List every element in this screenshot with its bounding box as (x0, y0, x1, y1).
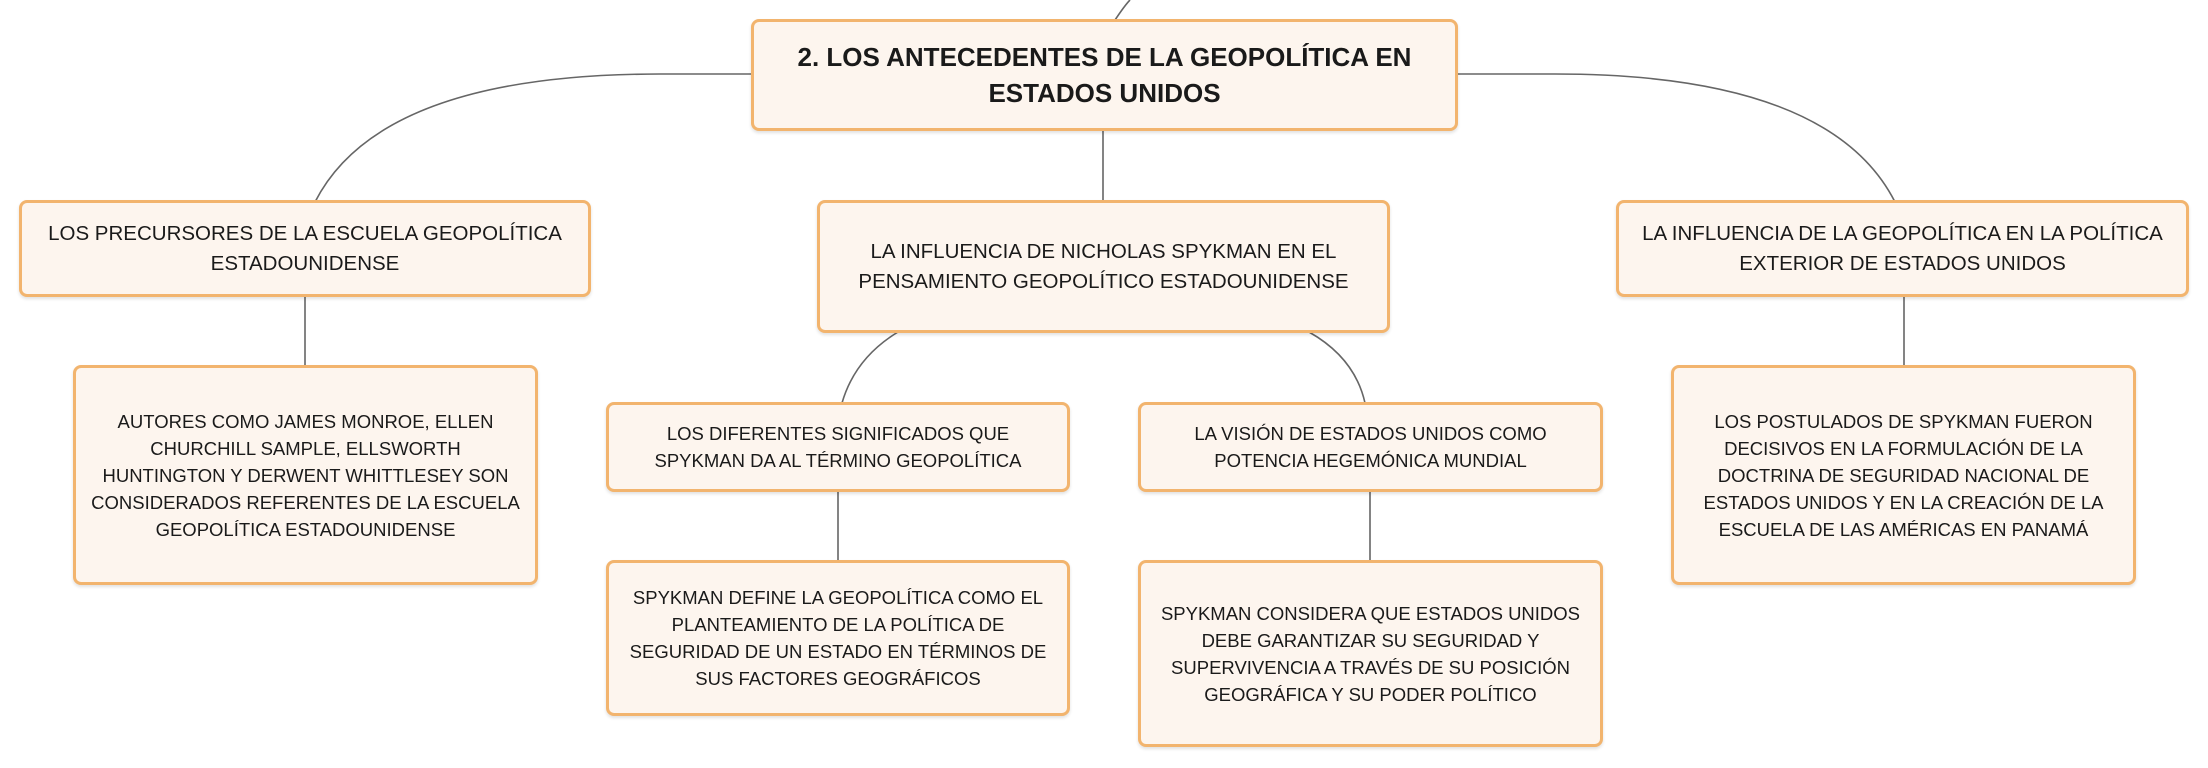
branch-left-title: LOS PRECURSORES DE LA ESCUELA GEOPOLÍTICA ESTADOUNIDENSE (48, 221, 562, 275)
branch-center-node[interactable] (817, 200, 1390, 333)
branch-right-detail-node[interactable] (1671, 365, 2136, 585)
branch-left-detail-text: AUTORES COMO JAMES MONROE, ELLEN CHURCHILL SAMPLE, ELLSWORTH HUNTINGTON Y DERWENT WHITTLESEY SON CONSIDERADOS REFERENTES DE LA ESCUELA GEOPOLÍTICA ESTADOUNIDENSE (91, 410, 520, 540)
branch-right-detail-text: LOS POSTULADOS DE SPYKMAN FUERON DECISIVOS EN LA FORMULACIÓN DE LA DOCTRINA DE SEGURIDAD NACIONAL DE ESTADOS UNIDOS Y EN LA CREACIÓN DE LA ESCUELA DE LAS AMÉRICAS EN PANAMÁ (1703, 410, 2104, 540)
center-sub-right-detail-text: SPYKMAN CONSIDERA QUE ESTADOS UNIDOS DEBE GARANTIZAR SU SEGURIDAD Y SUPERVIVENCIA A TRAVÉS DE SU POSICIÓN GEOGRÁFICA Y SU PODER POLÍTICO (1160, 602, 1581, 705)
center-sub-left-node[interactable] (606, 402, 1070, 492)
branch-right-title: LA INFLUENCIA DE LA GEOPOLÍTICA EN LA POLÍTICA EXTERIOR DE ESTADOS UNIDOS (1642, 221, 2163, 275)
center-sub-right-title: LA VISIÓN DE ESTADOS UNIDOS COMO POTENCIA HEGEMÓNICA MUNDIAL (1194, 423, 1547, 471)
root-node[interactable] (751, 19, 1458, 131)
connector-center-subright (1309, 332, 1365, 403)
branch-right-node[interactable] (1616, 200, 2189, 297)
center-sub-left-title: LOS DIFERENTES SIGNIFICADOS QUE SPYKMAN DA AL TÉRMINO GEOPOLÍTICA (654, 423, 1022, 471)
root-node-text: 2. LOS ANTECEDENTES DE LA GEOPOLÍTICA EN ESTADOS UNIDOS (797, 42, 1412, 108)
center-sub-left-detail-text: SPYKMAN DEFINE LA GEOPOLÍTICA COMO EL PLANTEAMIENTO DE LA POLÍTICA DE SEGURIDAD DE UN ESTADO EN TÉRMINOS DE SUS FACTORES GEOGRÁFICOS (629, 587, 1047, 689)
branch-left-node[interactable] (19, 200, 591, 297)
connector-center-subleft (842, 332, 898, 403)
center-sub-right-detail-node[interactable] (1138, 560, 1603, 747)
connector-root-right (1457, 74, 1895, 202)
center-sub-left-detail-node[interactable] (606, 560, 1070, 716)
branch-left-detail-node[interactable] (73, 365, 538, 585)
connector-parent-root (1115, 0, 1130, 20)
branch-center-title: LA INFLUENCIA DE NICHOLAS SPYKMAN EN EL PENSAMIENTO GEOPOLÍTICO ESTADOUNIDENSE (858, 239, 1349, 293)
connector-root-left (315, 74, 752, 202)
center-sub-right-node[interactable] (1138, 402, 1603, 492)
